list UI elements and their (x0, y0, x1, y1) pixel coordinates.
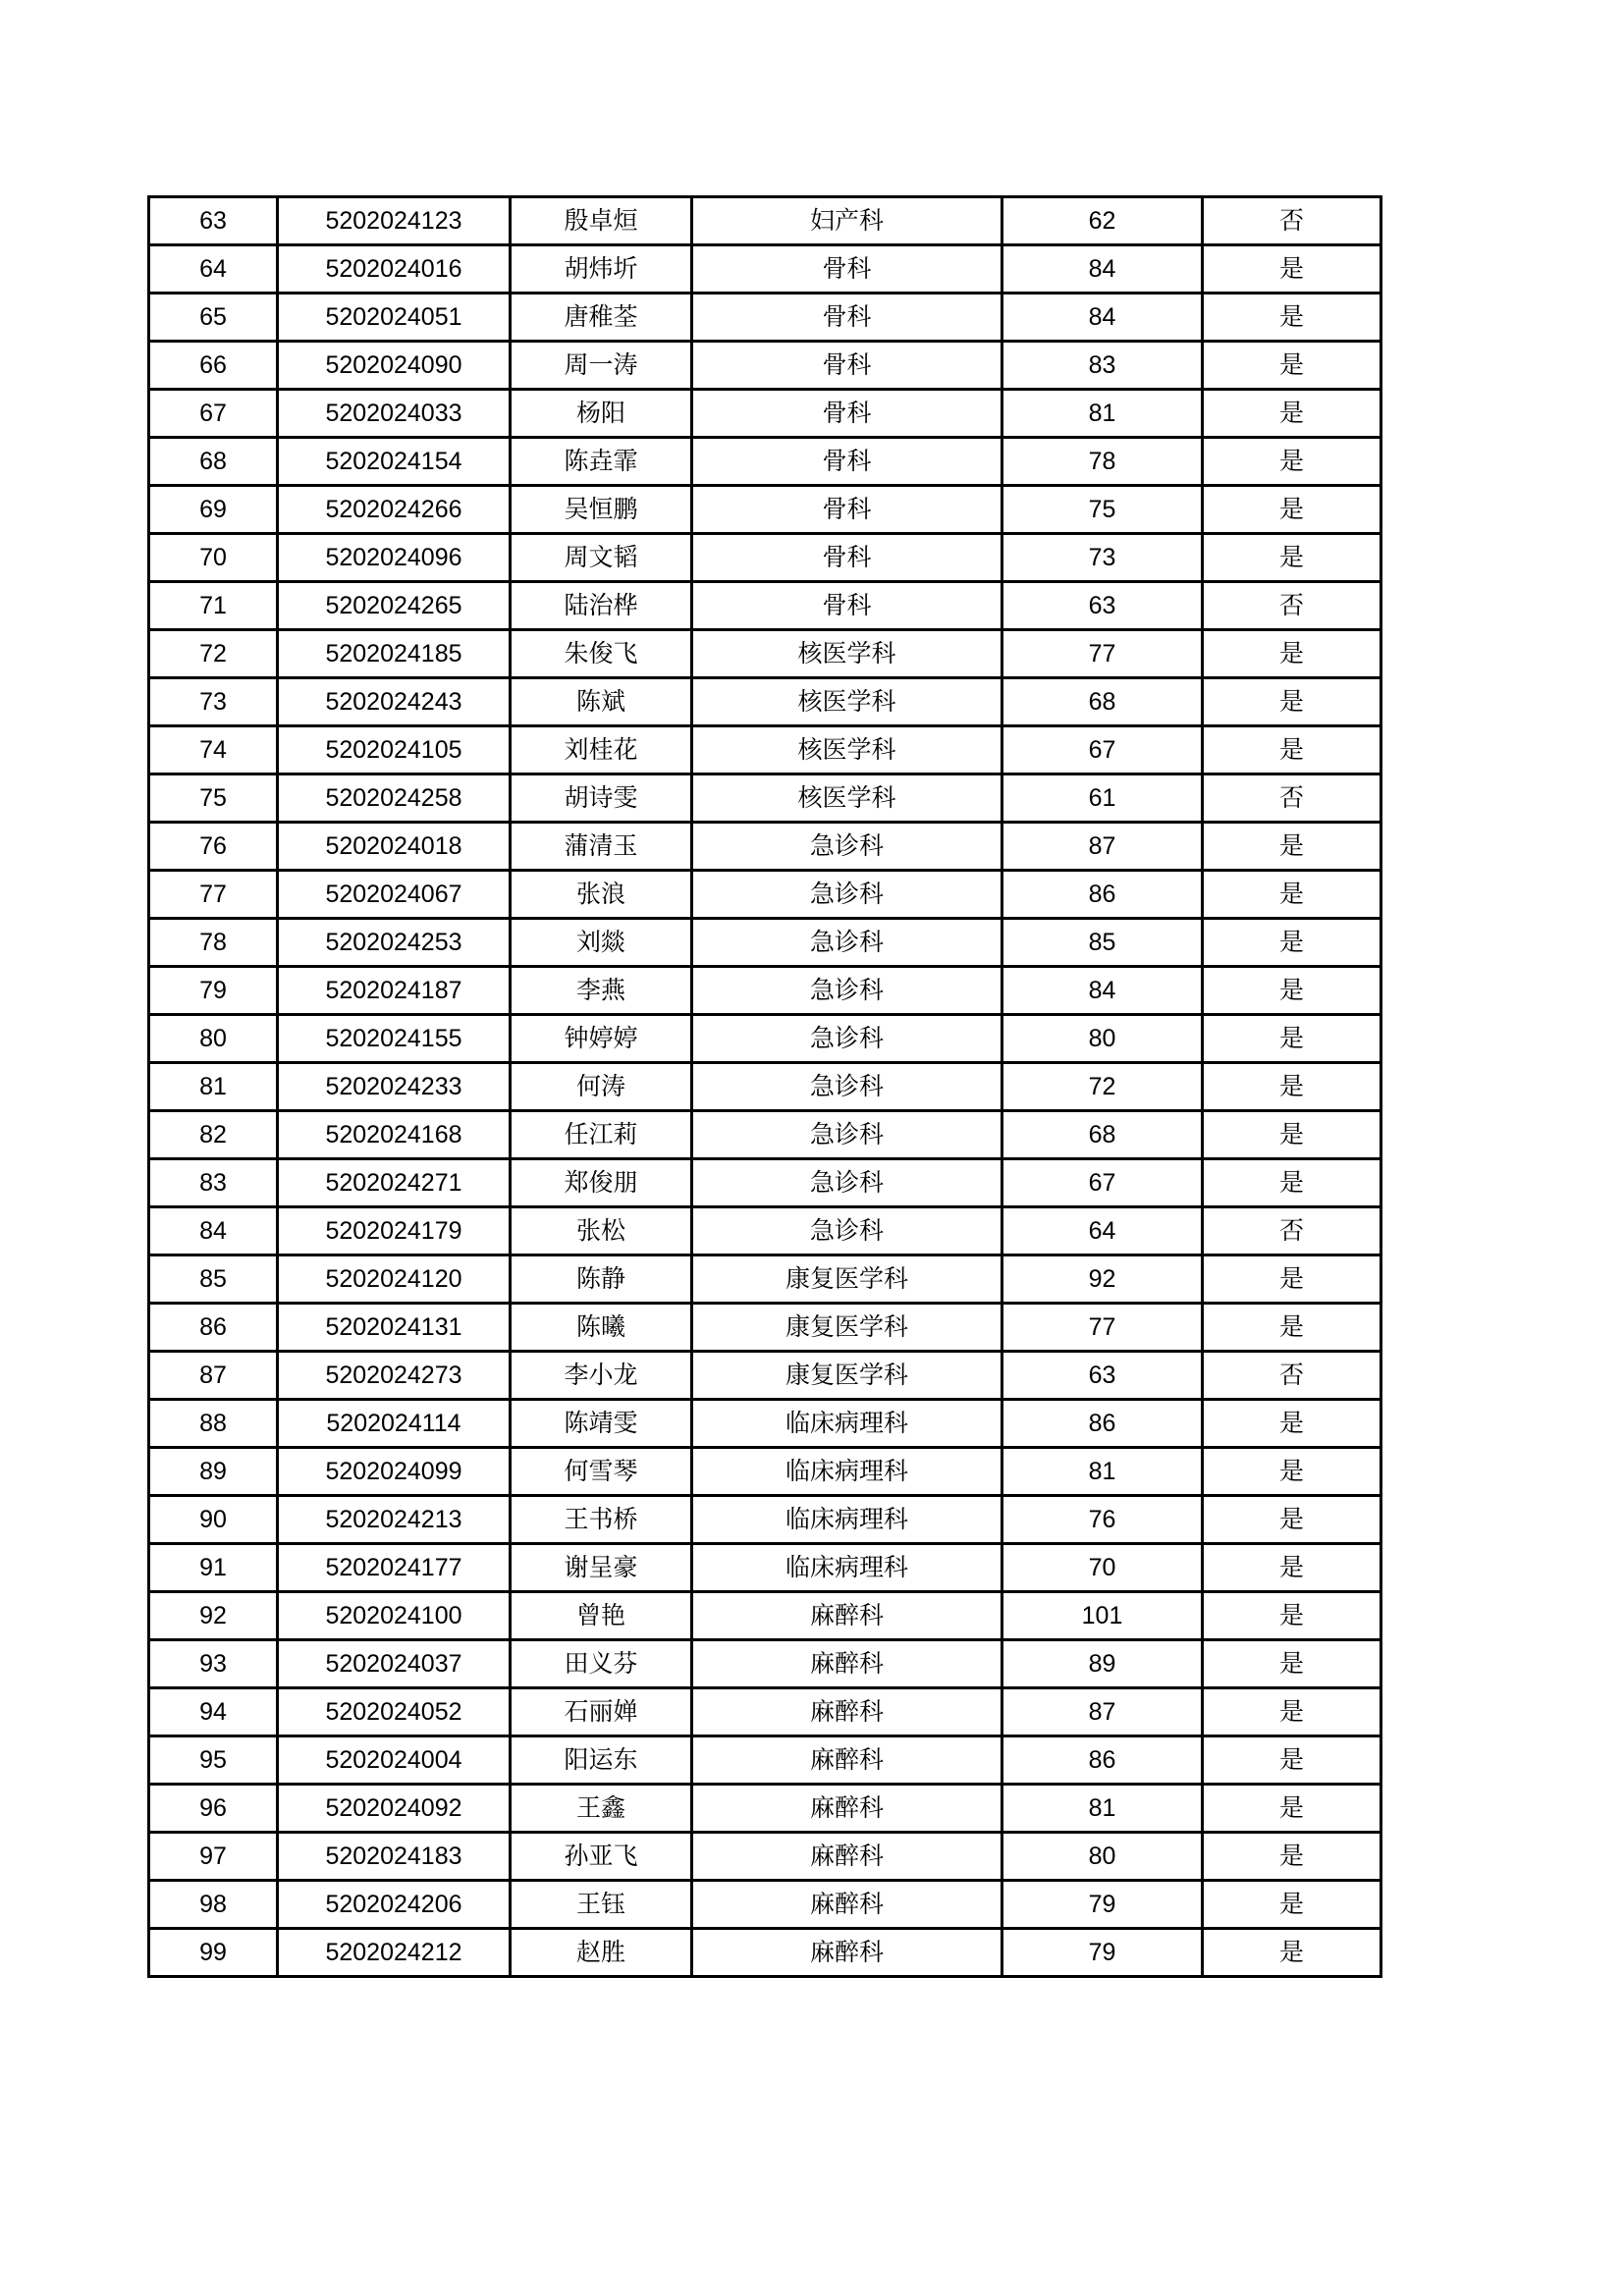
department-cell: 骨科 (692, 534, 1002, 582)
score-cell: 87 (1002, 823, 1203, 871)
name-cell: 刘燚 (511, 919, 692, 967)
qualified-cell: 是 (1203, 245, 1381, 294)
score-cell: 63 (1002, 582, 1203, 630)
department-cell: 急诊科 (692, 967, 1002, 1015)
name-cell: 钟婷婷 (511, 1015, 692, 1063)
table-row (149, 1736, 1381, 1785)
score-cell: 86 (1002, 1400, 1203, 1448)
seq-cell: 77 (149, 871, 278, 919)
score-cell: 85 (1002, 919, 1203, 967)
department-cell: 核医学科 (692, 678, 1002, 726)
table-row (149, 486, 1381, 534)
seq-cell: 71 (149, 582, 278, 630)
score-cell: 87 (1002, 1688, 1203, 1736)
seq-cell: 75 (149, 774, 278, 823)
seq-cell: 80 (149, 1015, 278, 1063)
table-row (149, 1304, 1381, 1352)
seq-cell: 66 (149, 342, 278, 390)
table-row (149, 342, 1381, 390)
department-cell: 康复医学科 (692, 1255, 1002, 1304)
id-cell: 5202024131 (278, 1304, 511, 1352)
score-cell: 68 (1002, 1111, 1203, 1159)
department-cell: 急诊科 (692, 823, 1002, 871)
score-cell: 80 (1002, 1015, 1203, 1063)
name-cell: 郑俊朋 (511, 1159, 692, 1207)
name-cell: 陈斌 (511, 678, 692, 726)
department-cell: 骨科 (692, 390, 1002, 438)
qualified-cell: 是 (1203, 342, 1381, 390)
id-cell: 5202024206 (278, 1881, 511, 1929)
qualified-cell: 是 (1203, 534, 1381, 582)
score-cell: 89 (1002, 1640, 1203, 1688)
qualified-cell: 是 (1203, 1544, 1381, 1592)
score-cell: 77 (1002, 1304, 1203, 1352)
table-row (149, 774, 1381, 823)
name-cell: 陈静 (511, 1255, 692, 1304)
seq-cell: 93 (149, 1640, 278, 1688)
department-cell: 临床病理科 (692, 1400, 1002, 1448)
name-cell: 吴恒鹏 (511, 486, 692, 534)
table-row (149, 967, 1381, 1015)
table-row (149, 1352, 1381, 1400)
score-cell: 84 (1002, 245, 1203, 294)
seq-cell: 68 (149, 438, 278, 486)
score-cell: 62 (1002, 197, 1203, 245)
score-cell: 70 (1002, 1544, 1203, 1592)
department-cell: 急诊科 (692, 1111, 1002, 1159)
qualified-cell: 否 (1203, 774, 1381, 823)
qualified-cell: 是 (1203, 1304, 1381, 1352)
qualified-cell: 是 (1203, 1736, 1381, 1785)
qualified-cell: 是 (1203, 919, 1381, 967)
seq-cell: 92 (149, 1592, 278, 1640)
name-cell: 陈垚霏 (511, 438, 692, 486)
score-cell: 75 (1002, 486, 1203, 534)
id-cell: 5202024243 (278, 678, 511, 726)
score-cell: 86 (1002, 871, 1203, 919)
department-cell: 康复医学科 (692, 1352, 1002, 1400)
table-row (149, 1640, 1381, 1688)
qualified-cell: 是 (1203, 871, 1381, 919)
table-row (149, 197, 1381, 245)
seq-cell: 86 (149, 1304, 278, 1352)
score-cell: 77 (1002, 630, 1203, 678)
name-cell: 周文韬 (511, 534, 692, 582)
seq-cell: 78 (149, 919, 278, 967)
table-row (149, 1544, 1381, 1592)
table-row (149, 919, 1381, 967)
seq-cell: 99 (149, 1929, 278, 1977)
id-cell: 5202024154 (278, 438, 511, 486)
score-cell: 79 (1002, 1929, 1203, 1977)
table-row (149, 726, 1381, 774)
seq-cell: 74 (149, 726, 278, 774)
score-cell: 84 (1002, 967, 1203, 1015)
seq-cell: 73 (149, 678, 278, 726)
qualified-cell: 是 (1203, 1448, 1381, 1496)
qualified-cell: 是 (1203, 1592, 1381, 1640)
seq-cell: 85 (149, 1255, 278, 1304)
department-cell: 麻醉科 (692, 1833, 1002, 1881)
id-cell: 5202024114 (278, 1400, 511, 1448)
department-cell: 急诊科 (692, 919, 1002, 967)
id-cell: 5202024271 (278, 1159, 511, 1207)
results-table-body (149, 197, 1381, 1977)
seq-cell: 72 (149, 630, 278, 678)
department-cell: 麻醉科 (692, 1688, 1002, 1736)
id-cell: 5202024213 (278, 1496, 511, 1544)
name-cell: 王钰 (511, 1881, 692, 1929)
table-row (149, 823, 1381, 871)
department-cell: 急诊科 (692, 1159, 1002, 1207)
name-cell: 唐稚荃 (511, 294, 692, 342)
seq-cell: 65 (149, 294, 278, 342)
id-cell: 5202024233 (278, 1063, 511, 1111)
id-cell: 5202024067 (278, 871, 511, 919)
qualified-cell: 是 (1203, 1785, 1381, 1833)
name-cell: 蒲清玉 (511, 823, 692, 871)
id-cell: 5202024212 (278, 1929, 511, 1977)
seq-cell: 81 (149, 1063, 278, 1111)
department-cell: 骨科 (692, 342, 1002, 390)
department-cell: 康复医学科 (692, 1304, 1002, 1352)
qualified-cell: 是 (1203, 486, 1381, 534)
department-cell: 麻醉科 (692, 1736, 1002, 1785)
seq-cell: 97 (149, 1833, 278, 1881)
qualified-cell: 是 (1203, 1111, 1381, 1159)
seq-cell: 83 (149, 1159, 278, 1207)
name-cell: 周一涛 (511, 342, 692, 390)
score-cell: 78 (1002, 438, 1203, 486)
name-cell: 刘桂花 (511, 726, 692, 774)
qualified-cell: 是 (1203, 1400, 1381, 1448)
score-cell: 84 (1002, 294, 1203, 342)
name-cell: 殷卓烜 (511, 197, 692, 245)
seq-cell: 89 (149, 1448, 278, 1496)
table-row (149, 1833, 1381, 1881)
table-row (149, 630, 1381, 678)
name-cell: 陈曦 (511, 1304, 692, 1352)
qualified-cell: 否 (1203, 197, 1381, 245)
table-row (149, 1785, 1381, 1833)
seq-cell: 76 (149, 823, 278, 871)
table-row (149, 1688, 1381, 1736)
seq-cell: 63 (149, 197, 278, 245)
name-cell: 石丽婵 (511, 1688, 692, 1736)
department-cell: 骨科 (692, 294, 1002, 342)
id-cell: 5202024100 (278, 1592, 511, 1640)
seq-cell: 69 (149, 486, 278, 534)
score-cell: 81 (1002, 390, 1203, 438)
name-cell: 阳运东 (511, 1736, 692, 1785)
qualified-cell: 是 (1203, 726, 1381, 774)
table-row (149, 871, 1381, 919)
department-cell: 麻醉科 (692, 1929, 1002, 1977)
qualified-cell: 是 (1203, 1688, 1381, 1736)
qualified-cell: 否 (1203, 582, 1381, 630)
department-cell: 急诊科 (692, 1207, 1002, 1255)
id-cell: 5202024105 (278, 726, 511, 774)
id-cell: 5202024168 (278, 1111, 511, 1159)
department-cell: 急诊科 (692, 1063, 1002, 1111)
score-cell: 83 (1002, 342, 1203, 390)
qualified-cell: 是 (1203, 438, 1381, 486)
score-cell: 81 (1002, 1448, 1203, 1496)
id-cell: 5202024185 (278, 630, 511, 678)
qualified-cell: 是 (1203, 967, 1381, 1015)
score-cell: 79 (1002, 1881, 1203, 1929)
department-cell: 核医学科 (692, 726, 1002, 774)
id-cell: 5202024090 (278, 342, 511, 390)
seq-cell: 88 (149, 1400, 278, 1448)
qualified-cell: 是 (1203, 1929, 1381, 1977)
table-row (149, 1255, 1381, 1304)
id-cell: 5202024018 (278, 823, 511, 871)
name-cell: 胡炜圻 (511, 245, 692, 294)
seq-cell: 67 (149, 390, 278, 438)
qualified-cell: 是 (1203, 1159, 1381, 1207)
id-cell: 5202024052 (278, 1688, 511, 1736)
table-row (149, 1881, 1381, 1929)
name-cell: 朱俊飞 (511, 630, 692, 678)
seq-cell: 64 (149, 245, 278, 294)
qualified-cell: 是 (1203, 630, 1381, 678)
table-row (149, 1592, 1381, 1640)
table-row (149, 678, 1381, 726)
qualified-cell: 是 (1203, 1881, 1381, 1929)
name-cell: 任江莉 (511, 1111, 692, 1159)
department-cell: 骨科 (692, 438, 1002, 486)
score-cell: 101 (1002, 1592, 1203, 1640)
department-cell: 临床病理科 (692, 1448, 1002, 1496)
seq-cell: 84 (149, 1207, 278, 1255)
id-cell: 5202024253 (278, 919, 511, 967)
qualified-cell: 是 (1203, 1255, 1381, 1304)
table-row (149, 1207, 1381, 1255)
id-cell: 5202024177 (278, 1544, 511, 1592)
name-cell: 李小龙 (511, 1352, 692, 1400)
seq-cell: 70 (149, 534, 278, 582)
name-cell: 陈靖雯 (511, 1400, 692, 1448)
id-cell: 5202024155 (278, 1015, 511, 1063)
department-cell: 麻醉科 (692, 1592, 1002, 1640)
qualified-cell: 是 (1203, 678, 1381, 726)
name-cell: 谢呈豪 (511, 1544, 692, 1592)
name-cell: 李燕 (511, 967, 692, 1015)
qualified-cell: 是 (1203, 1640, 1381, 1688)
id-cell: 5202024273 (278, 1352, 511, 1400)
name-cell: 何涛 (511, 1063, 692, 1111)
qualified-cell: 否 (1203, 1352, 1381, 1400)
id-cell: 5202024004 (278, 1736, 511, 1785)
table-row (149, 1496, 1381, 1544)
name-cell: 张浪 (511, 871, 692, 919)
results-table (147, 195, 1382, 1978)
name-cell: 胡诗雯 (511, 774, 692, 823)
id-cell: 5202024120 (278, 1255, 511, 1304)
score-cell: 80 (1002, 1833, 1203, 1881)
qualified-cell: 是 (1203, 1496, 1381, 1544)
department-cell: 麻醉科 (692, 1785, 1002, 1833)
table-row (149, 390, 1381, 438)
seq-cell: 82 (149, 1111, 278, 1159)
qualified-cell: 是 (1203, 1833, 1381, 1881)
qualified-cell: 是 (1203, 1063, 1381, 1111)
department-cell: 骨科 (692, 582, 1002, 630)
seq-cell: 90 (149, 1496, 278, 1544)
name-cell: 田义芬 (511, 1640, 692, 1688)
qualified-cell: 是 (1203, 823, 1381, 871)
score-cell: 64 (1002, 1207, 1203, 1255)
name-cell: 曾艳 (511, 1592, 692, 1640)
score-cell: 86 (1002, 1736, 1203, 1785)
id-cell: 5202024266 (278, 486, 511, 534)
id-cell: 5202024092 (278, 1785, 511, 1833)
table-row (149, 294, 1381, 342)
qualified-cell: 是 (1203, 1015, 1381, 1063)
score-cell: 67 (1002, 726, 1203, 774)
department-cell: 妇产科 (692, 197, 1002, 245)
seq-cell: 98 (149, 1881, 278, 1929)
id-cell: 5202024179 (278, 1207, 511, 1255)
table-row (149, 1063, 1381, 1111)
id-cell: 5202024037 (278, 1640, 511, 1688)
id-cell: 5202024265 (278, 582, 511, 630)
department-cell: 急诊科 (692, 871, 1002, 919)
department-cell: 核医学科 (692, 774, 1002, 823)
id-cell: 5202024051 (278, 294, 511, 342)
score-cell: 92 (1002, 1255, 1203, 1304)
name-cell: 陆治桦 (511, 582, 692, 630)
score-cell: 68 (1002, 678, 1203, 726)
seq-cell: 94 (149, 1688, 278, 1736)
score-cell: 76 (1002, 1496, 1203, 1544)
id-cell: 5202024033 (278, 390, 511, 438)
department-cell: 核医学科 (692, 630, 1002, 678)
table-row (149, 582, 1381, 630)
table-row (149, 1159, 1381, 1207)
name-cell: 杨阳 (511, 390, 692, 438)
id-cell: 5202024099 (278, 1448, 511, 1496)
id-cell: 5202024096 (278, 534, 511, 582)
score-cell: 72 (1002, 1063, 1203, 1111)
seq-cell: 95 (149, 1736, 278, 1785)
department-cell: 骨科 (692, 245, 1002, 294)
table-row (149, 1015, 1381, 1063)
table-row (149, 438, 1381, 486)
table-row (149, 534, 1381, 582)
id-cell: 5202024187 (278, 967, 511, 1015)
qualified-cell: 是 (1203, 294, 1381, 342)
seq-cell: 87 (149, 1352, 278, 1400)
table-row (149, 1111, 1381, 1159)
score-cell: 67 (1002, 1159, 1203, 1207)
id-cell: 5202024258 (278, 774, 511, 823)
seq-cell: 91 (149, 1544, 278, 1592)
name-cell: 张松 (511, 1207, 692, 1255)
name-cell: 赵胜 (511, 1929, 692, 1977)
name-cell: 何雪琴 (511, 1448, 692, 1496)
name-cell: 王书桥 (511, 1496, 692, 1544)
table-row (149, 1448, 1381, 1496)
score-cell: 73 (1002, 534, 1203, 582)
table-row (149, 245, 1381, 294)
department-cell: 麻醉科 (692, 1640, 1002, 1688)
qualified-cell: 是 (1203, 390, 1381, 438)
score-cell: 63 (1002, 1352, 1203, 1400)
department-cell: 急诊科 (692, 1015, 1002, 1063)
qualified-cell: 否 (1203, 1207, 1381, 1255)
id-cell: 5202024183 (278, 1833, 511, 1881)
id-cell: 5202024123 (278, 197, 511, 245)
seq-cell: 96 (149, 1785, 278, 1833)
table-row (149, 1929, 1381, 1977)
department-cell: 临床病理科 (692, 1544, 1002, 1592)
name-cell: 王鑫 (511, 1785, 692, 1833)
name-cell: 孙亚飞 (511, 1833, 692, 1881)
score-cell: 81 (1002, 1785, 1203, 1833)
score-cell: 61 (1002, 774, 1203, 823)
department-cell: 麻醉科 (692, 1881, 1002, 1929)
table-row (149, 1400, 1381, 1448)
department-cell: 临床病理科 (692, 1496, 1002, 1544)
id-cell: 5202024016 (278, 245, 511, 294)
seq-cell: 79 (149, 967, 278, 1015)
department-cell: 骨科 (692, 486, 1002, 534)
